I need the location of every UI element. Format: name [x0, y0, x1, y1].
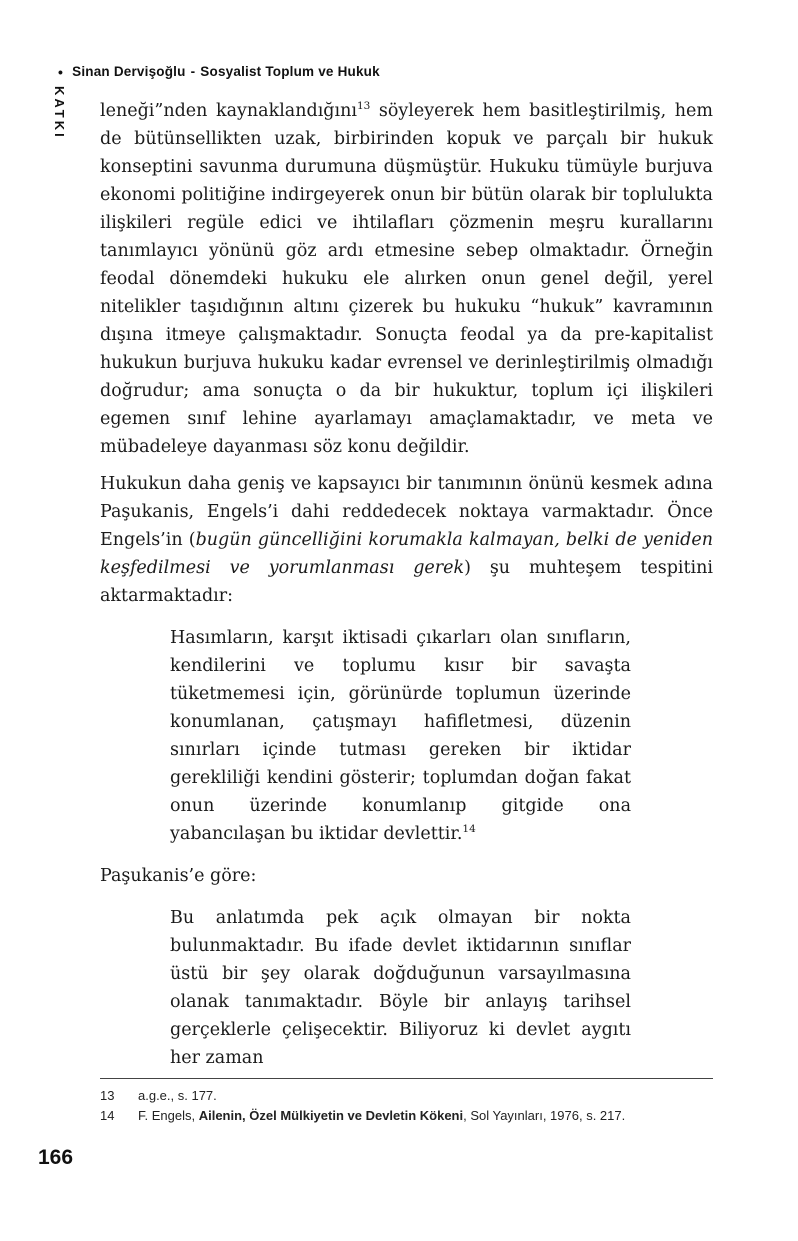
footnote-13-number: 13: [100, 1088, 115, 1103]
footnote-ref-14: 14: [462, 823, 476, 836]
footnote-14: [100, 1106, 713, 1126]
body-paragraph-3: [100, 862, 713, 890]
footnotes-section: [100, 1078, 713, 1126]
body-paragraph-1: [100, 97, 713, 461]
paragraph-2-text-pre: Hukukun daha geniş ve kapsayıcı bir tanımının önünü kesmek adına Paşukanis, Engels’i dahi reddedecek noktaya varmaktadır. Önce Engels’in (: [100, 474, 713, 550]
header-separator: -: [190, 64, 196, 79]
running-header: [58, 64, 380, 80]
page-number: 166: [38, 1146, 74, 1169]
bullet-icon: •: [58, 64, 64, 80]
blockquote-engels-text: Hasımların, karşıt iktisadi çıkarları olan sınıfların, kendilerini ve toplumu kısır bir savaşta tüketmemesi için, görünürde toplumun üzerinde konumlanan, çatışmayı hafifletmesi, düzenin sınırları içinde tutması gereken bir iktidar gerekliliği kendini gösterir; toplumdan doğan fakat onun üzerinde konumlanıp gitgide ona yabancılaşan bu iktidar devlettir.: [170, 628, 631, 844]
paragraph-2-text-post: ) şu muhteşem tespitini aktarmaktadır:: [100, 558, 713, 606]
blockquote-engels: [170, 624, 631, 848]
header-book-title: Sosyalist Toplum ve Hukuk: [200, 64, 380, 79]
blockquote-pasukanis-text: Bu anlatımda pek açık olmayan bir nokta bulunmaktadır. Bu ifade devlet iktidarının sınıflar üstü bir şey olarak doğduğunun varsayılmasına olanak tanımaktadır. Böyle bir anlayış tarihsel gerçeklerle çelişecektir. Biliyoruz ki devlet aygıtı her zaman: [170, 908, 631, 1068]
footnote-13: [100, 1086, 713, 1106]
paragraph-1-text-post: söyleyerek hem basitleştirilmiş, hem de bütünsellikten uzak, birbirinden kopuk ve parçalı bir hukuk konseptini savunma durumuna düşmüştür. Hukuku tümüyle burjuva ekonomi politiğine indirgeyerek onun bir bütün olarak bir toplulukta ilişkileri regüle edici ve ihtilafları çözmenin meşru kurallarını tanımlayıcı yönünü göz ardı etmesine sebep olmaktadır. Örneğin feodal dönemdeki hukuku ele alırken onun genel değil, yerel nitelikler taşıdığının altını çizerek bu hukuku “hukuk” kavramının dışına itmeye çalışmaktadır. Sonuçta feodal ya da pre-kapitalist hukukun burjuva hukuku kadar evrensel ve derinleştirilmiş olmadığı doğrudur; ama sonuçta o da bir hukuktur, toplum içi ilişkileri egemen sınıf lehine ayarlamayı amaçlamaktadır, ve meta ve mübadeleye dayanması söz konu değildir.: [100, 101, 713, 457]
footnote-13-text: [138, 1086, 713, 1106]
footnote-14-number: 14: [100, 1108, 115, 1123]
footnote-14-text-pre: F. Engels,: [138, 1108, 199, 1123]
main-text-column: [100, 97, 713, 1086]
side-label-katki: KATKI: [52, 86, 67, 140]
paragraph-1-text-pre: leneği”nden kaynaklandığını: [100, 101, 357, 121]
footnote-14-text-post: , Sol Yayınları, 1976, s. 217.: [463, 1108, 626, 1123]
header-author: Sinan Dervişoğlu: [72, 64, 186, 79]
footnote-14-text: [138, 1106, 713, 1126]
footnote-13-text-pre: a.g.e., s. 177.: [138, 1088, 217, 1103]
footnote-14-book-title: Ailenin, Özel Mülkiyetin ve Devletin Kökeni: [198, 1108, 464, 1123]
blockquote-pasukanis: [170, 904, 631, 1072]
paragraph-3-text: Paşukanis’e göre:: [100, 866, 257, 886]
footnote-ref-13: 13: [356, 100, 371, 113]
paragraph-2-italic: bugün güncelliğini korumakla kalmayan, belki de yeniden keşfedilmesi ve yorumlanması gerek: [100, 530, 714, 578]
body-paragraph-2: [100, 470, 713, 610]
